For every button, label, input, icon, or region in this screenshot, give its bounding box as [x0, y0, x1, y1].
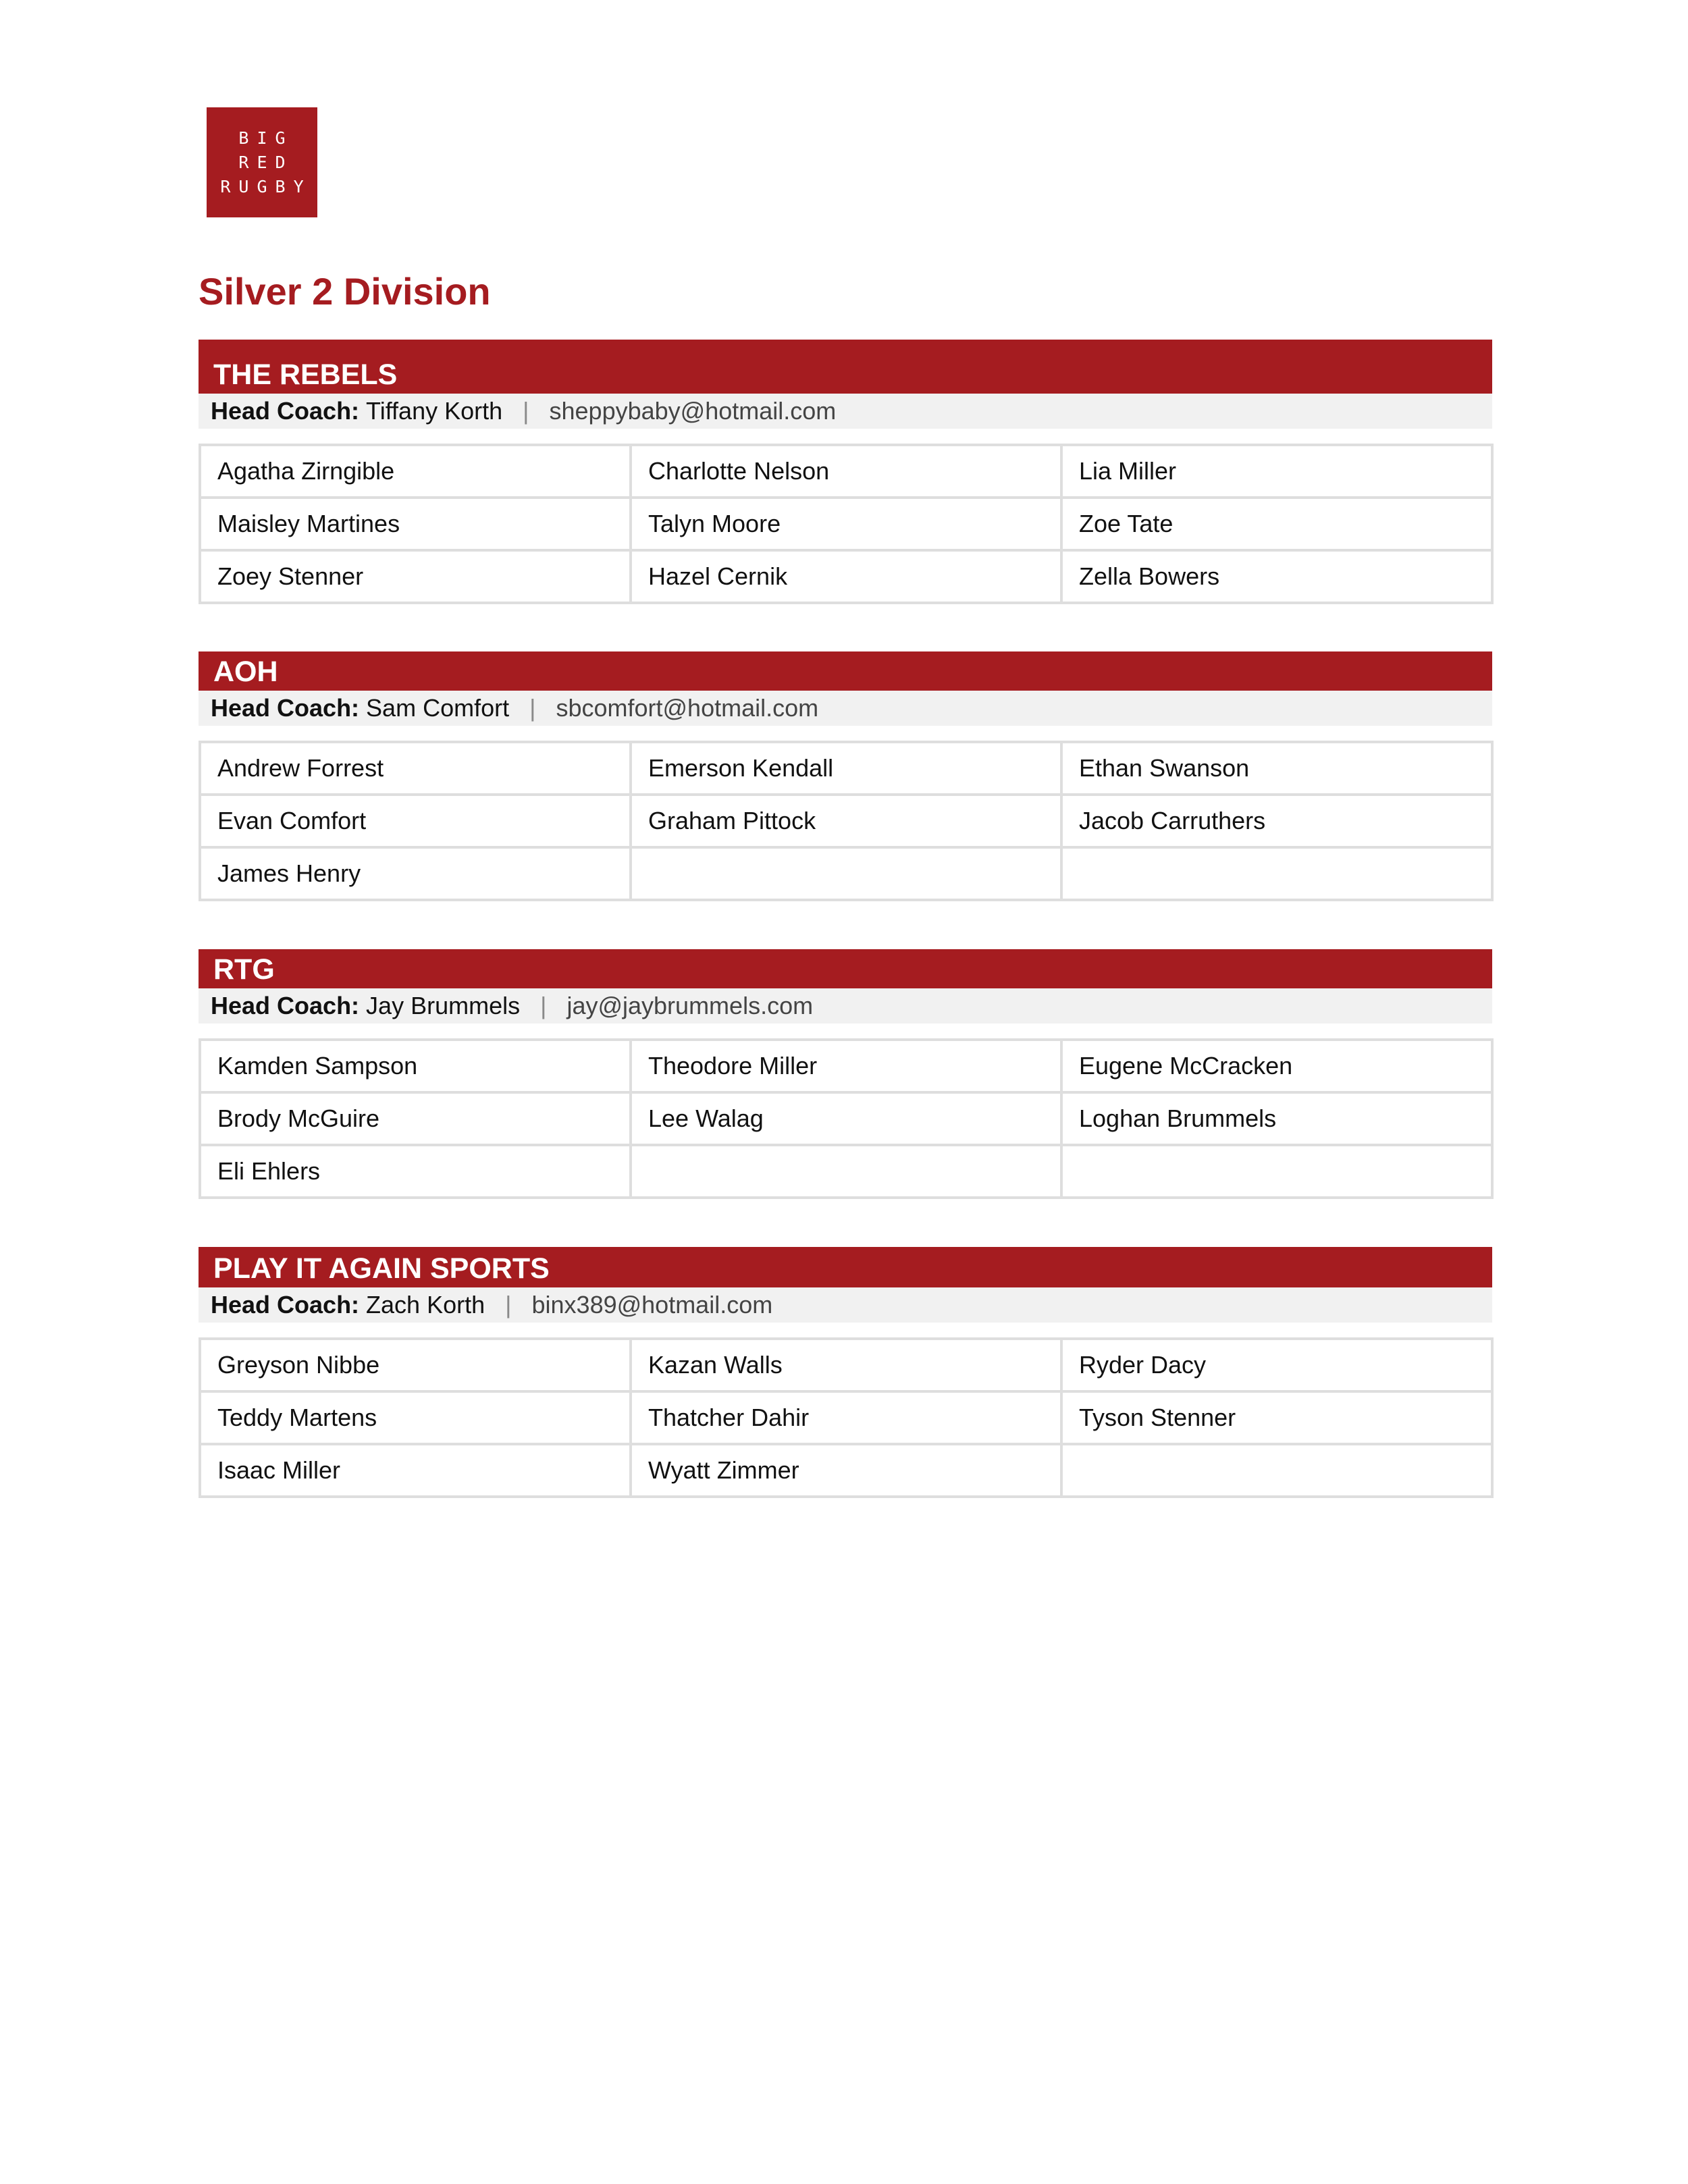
team-name: PLAY IT AGAIN SPORTS [199, 1247, 1492, 1287]
roster-table [199, 1038, 1494, 1199]
player-cell: Lia Miller [1061, 445, 1492, 498]
table-row [200, 1444, 1492, 1497]
coach-name: Jay Brummels [366, 992, 521, 1019]
player-cell: Zella Bowers [1061, 550, 1492, 603]
coach-label: Head Coach: [211, 992, 360, 1019]
coach-label: Head Coach: [211, 1291, 360, 1319]
coach-info [199, 988, 1492, 1023]
logo-line-2: RED [238, 152, 294, 172]
player-cell: Agatha Zirngible [200, 445, 631, 498]
player-cell: Eugene McCracken [1061, 1040, 1492, 1092]
coach-name: Sam Comfort [366, 694, 510, 722]
player-cell: Tyson Stenner [1061, 1391, 1492, 1444]
table-row [200, 1040, 1492, 1092]
player-cell: Ethan Swanson [1061, 742, 1492, 795]
player-cell: Emerson Kendall [631, 742, 1061, 795]
player-cell: Zoey Stenner [200, 550, 631, 603]
team-section-aoh [199, 651, 1492, 901]
player-cell: Jacob Carruthers [1061, 795, 1492, 847]
coach-email: jay@jaybrummels.com [566, 992, 814, 1019]
table-row [200, 1391, 1492, 1444]
table-row [200, 1339, 1492, 1391]
coach-info [199, 1287, 1492, 1323]
coach-email: binx389@hotmail.com [531, 1291, 773, 1319]
separator: | [523, 397, 529, 425]
roster-table [199, 741, 1494, 901]
player-cell: Hazel Cernik [631, 550, 1061, 603]
coach-email: sheppybaby@hotmail.com [549, 397, 837, 425]
separator: | [529, 694, 536, 722]
logo-line-3: RUGBY [220, 176, 312, 196]
table-row [200, 742, 1492, 795]
coach-label: Head Coach: [211, 397, 360, 425]
table-row [200, 498, 1492, 550]
player-cell: Maisley Martines [200, 498, 631, 550]
player-cell: Ryder Dacy [1061, 1339, 1492, 1391]
separator: | [505, 1291, 512, 1319]
player-cell: Teddy Martens [200, 1391, 631, 1444]
player-cell: Isaac Miller [200, 1444, 631, 1497]
player-cell: Evan Comfort [200, 795, 631, 847]
division-title: Silver 2 Division [199, 270, 491, 313]
player-cell: Thatcher Dahir [631, 1391, 1061, 1444]
player-cell: Loghan Brummels [1061, 1092, 1492, 1145]
player-cell [1061, 1444, 1492, 1497]
coach-info [199, 691, 1492, 726]
player-cell [631, 847, 1061, 900]
player-cell [1061, 1145, 1492, 1198]
player-cell: Greyson Nibbe [200, 1339, 631, 1391]
team-section-rtg [199, 949, 1492, 1199]
table-row [200, 1145, 1492, 1198]
coach-info [199, 394, 1492, 429]
player-cell: Wyatt Zimmer [631, 1444, 1061, 1497]
coach-name: Tiffany Korth [366, 397, 503, 425]
player-cell: Eli Ehlers [200, 1145, 631, 1198]
player-cell: Graham Pittock [631, 795, 1061, 847]
roster-table [199, 1337, 1494, 1498]
player-cell [1061, 847, 1492, 900]
player-cell: James Henry [200, 847, 631, 900]
player-cell: Brody McGuire [200, 1092, 631, 1145]
table-row [200, 550, 1492, 603]
coach-label: Head Coach: [211, 694, 360, 722]
coach-name: Zach Korth [366, 1291, 485, 1319]
table-row [200, 445, 1492, 498]
table-row [200, 1092, 1492, 1145]
table-row [200, 847, 1492, 900]
player-cell: Andrew Forrest [200, 742, 631, 795]
player-cell: Kazan Walls [631, 1339, 1061, 1391]
player-cell: Lee Walag [631, 1092, 1061, 1145]
player-cell [631, 1145, 1061, 1198]
player-cell: Zoe Tate [1061, 498, 1492, 550]
team-section-rebels [199, 340, 1492, 604]
roster-table [199, 444, 1494, 604]
table-row [200, 795, 1492, 847]
big-red-rugby-logo [207, 107, 317, 217]
team-section-play-it-again-sports [199, 1247, 1492, 1498]
separator: | [540, 992, 547, 1019]
logo-line-1: BIG [238, 128, 294, 148]
team-name: RTG [199, 949, 1492, 988]
player-cell: Charlotte Nelson [631, 445, 1061, 498]
coach-email: sbcomfort@hotmail.com [556, 694, 819, 722]
player-cell: Kamden Sampson [200, 1040, 631, 1092]
player-cell: Talyn Moore [631, 498, 1061, 550]
team-name: AOH [199, 651, 1492, 691]
team-name: THE REBELS [199, 340, 1492, 394]
player-cell: Theodore Miller [631, 1040, 1061, 1092]
